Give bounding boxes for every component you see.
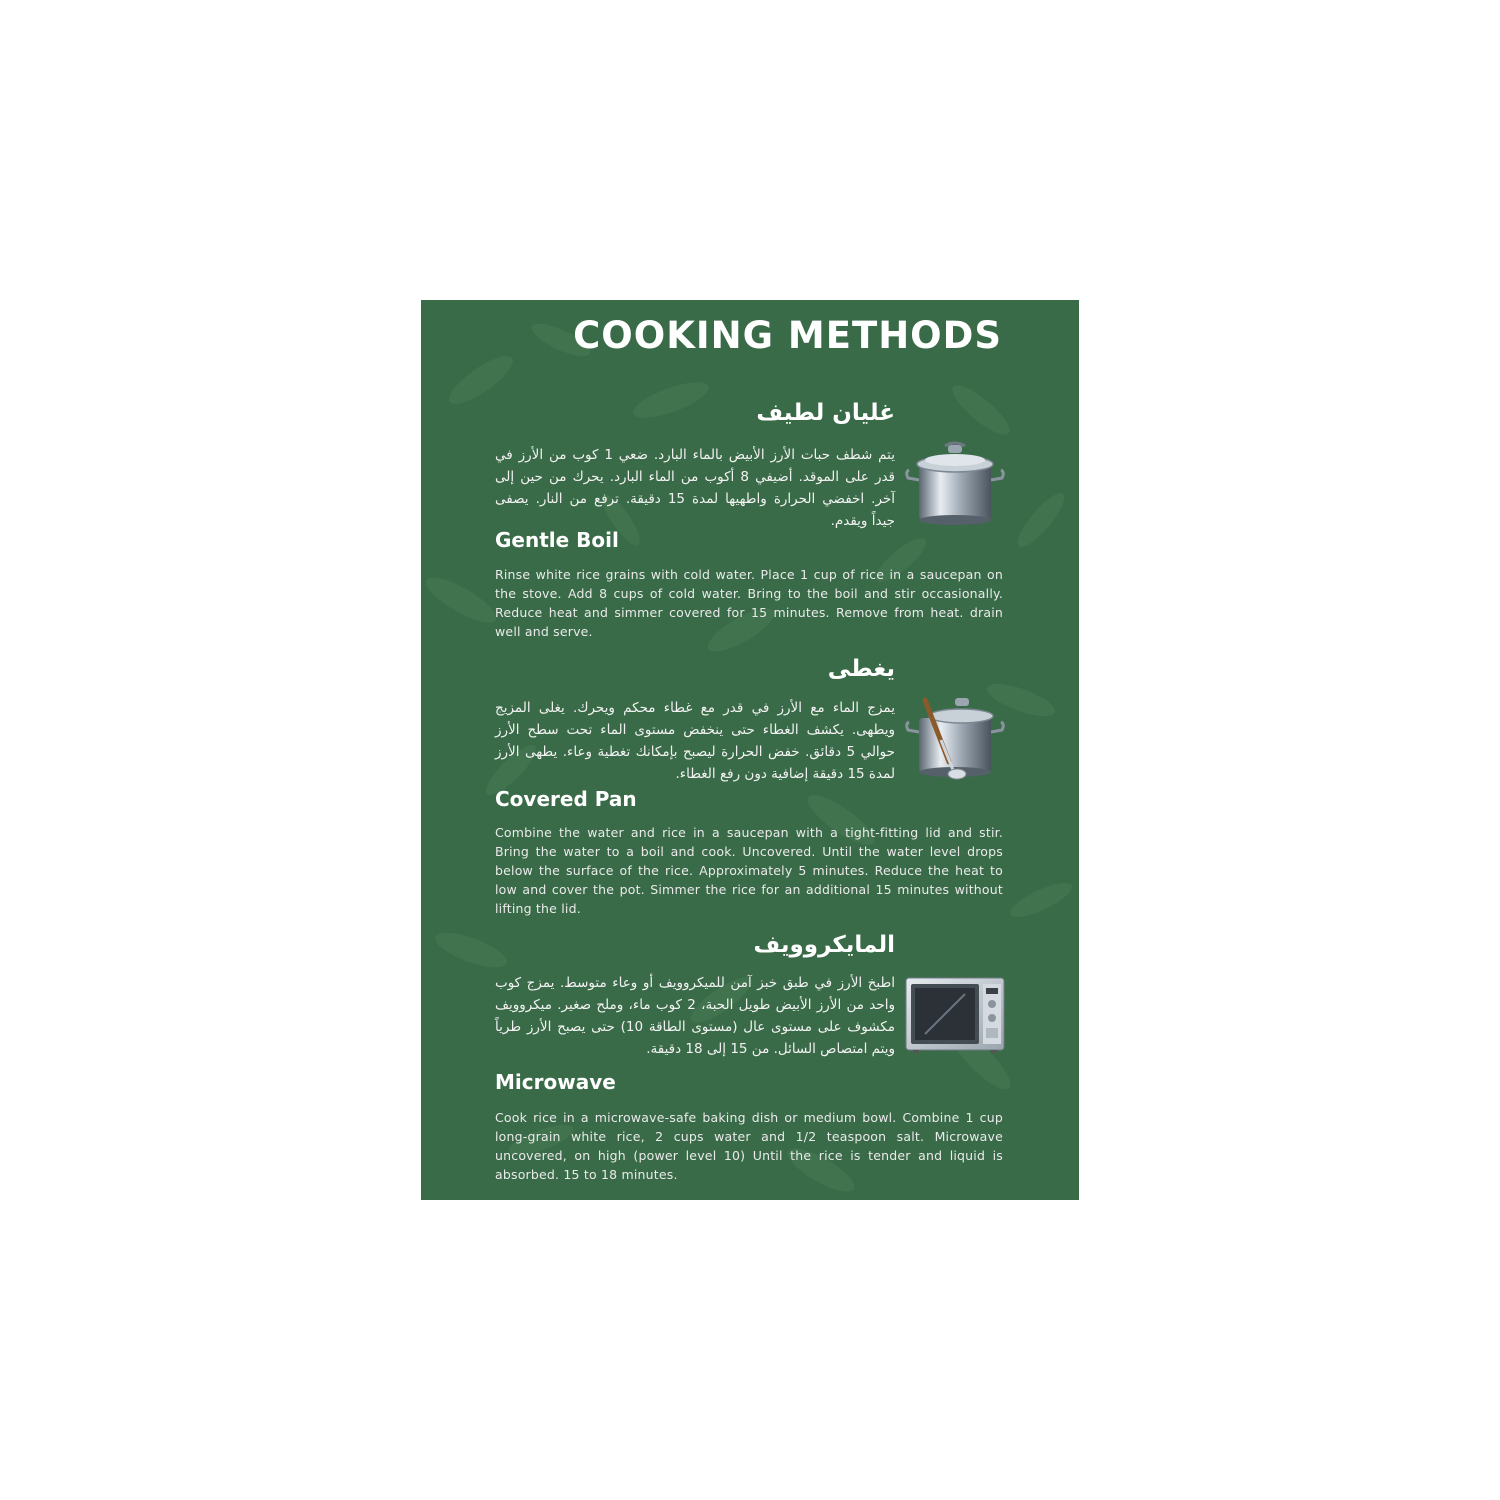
microwave-text: Cook rice in a microwave-safe baking dish or medium bowl. Combine 1 cup long-grain white rice, 2 cups water and 1/2 teaspoon salt. Microwave uncovered, on high (power level 10) Until the rice is tender and liquid is absorbed. 15 to 18 minutes. (495, 1110, 1003, 1182)
pot-with-ladle-icon (905, 692, 1005, 780)
covered-pan-title: Covered Pan (495, 787, 637, 811)
page-title: COOKING METHODS (573, 314, 1002, 357)
gentle-boil-title: Gentle Boil (495, 528, 619, 552)
microwave-arabic-title: المايكروويف (753, 932, 895, 958)
microwave-title: Microwave (495, 1070, 616, 1094)
gentle-boil-arabic-text: يتم شطف حبات الأرز الأبيض بالماء البارد. ضعي 1 كوب من الأرز في قدر على الموقد. أضيفي 8 أكوب من الماء البارد. يحرك من حين إلى آخر. اخفضي الحرارة واطهيها لمدة 15 دقيقة. ترفع من النار. يصفى جيداً ويقدم. (495, 447, 896, 529)
gentle-boil-arabic-title: غليان لطيف (756, 400, 895, 426)
cooking-pot-icon (905, 440, 1005, 526)
covered-pan-arabic-title: يغطى (827, 656, 895, 682)
microwave-oven-icon (905, 976, 1005, 1054)
covered-pan-text: Combine the water and rice in a saucepan with a tight-fitting lid and stir. Bring the water to a boil and cook. Uncovered. Until the water level drops below the surface of the rice. Approximately 5 minutes. Reduce the heat to low and cover the pot. Simmer the rice for an additional 15 minutes without lifting the lid. (495, 825, 1003, 916)
gentle-boil-text: Rinse white rice grains with cold water. Place 1 cup of rice in a saucepan on the stove. Add 8 cups of cold water. Bring to the boil and stir occasionally. Reduce heat and simmer covered for 15 minutes. Remove from heat. drain well and serve. (495, 567, 1003, 639)
microwave-arabic-text: اطبخ الأرز في طبق خبز آمن للميكروويف أو وعاء متوسط. يمزج كوب واحد من الأرز الأبيض طويل الحبة، 2 كوب ماء، وملح صغير. ميكروويف مكشوف على مستوى عال (مستوى الطاقة 10) حتى يصبح الأرز طرياً ويتم امتصاص السائل. من 15 إلى 18 دقيقة. (495, 975, 895, 1057)
covered-pan-arabic-text: يمزج الماء مع الأرز في قدر مع غطاء محكم ويحرك. يغلى المزيج ويطهى. يكشف الغطاء حتى ينخفض مستوى الماء تحت سطح الأرز حوالي 5 دقائق. خفض الحرارة ليصبح بإمكانك تغطية وعاء. يطهى الأرز لمدة 15 دقيقة إضافية دون رفع الغطاء. (495, 700, 896, 782)
cooking-methods-card (421, 300, 1079, 1200)
